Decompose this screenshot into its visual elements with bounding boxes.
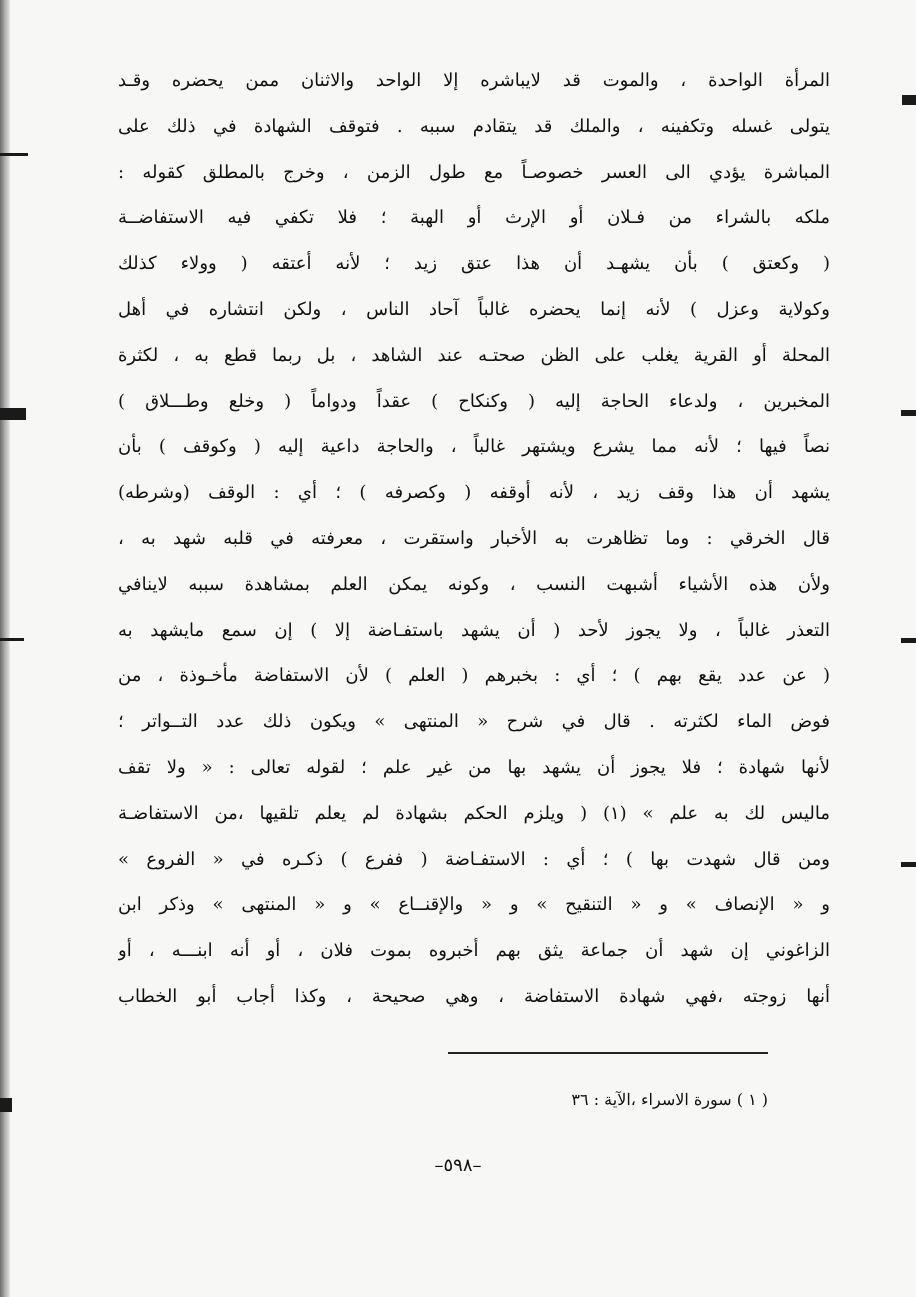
text-line: يشهد أن هذا وقف زيد ، لأنه أوقفه ( وكصرفه ) ؛ أي : الوقف (وشرطه)	[118, 482, 830, 504]
text-line: المخبرين ، ولدعاء الحاجة إليه ( وكنكاح ) عقداً ودواماً ( وخلع وطـــلاق )	[118, 390, 830, 412]
footnote: ( ١ ) سورة الاسراء ،الآية : ٣٦	[571, 1090, 768, 1109]
text-line: ملكه بالشراء من فـلان أو الإرث أو الهبة ؛ فلا تكفي فيه الاستفاضــة	[118, 207, 830, 229]
text-line: ومن قال شهدت بها ) ؛ أي : الاستفـاضة ( ففرع ) ذكـره في « الفروع »	[118, 848, 830, 870]
text-line: التعذر غالباً ، ولا يجوز لأحد ( أن يشهد باستفـاضة إلا ) إن سمع مايشهد به	[118, 619, 830, 641]
scan-mark	[902, 95, 916, 105]
text-line: ( وكعتق ) بأن يشهـد أن هذا عتق زيد ؛ لأنه أعتقه ( وولاء كذلك	[118, 253, 830, 275]
text-line: ماليس لك به علم » (١) ( ويلزم الحكم بشهادة لم يعلم تلقيها ،من الاستفاضـة	[118, 802, 830, 824]
scan-mark	[901, 862, 916, 867]
text-line: أنها زوجته ،فهي شهادة الاستفاضة ، وهي صحيحة ، وكذا أجاب أبو الخطاب	[118, 985, 830, 1007]
text-line: المباشرة يؤدي الى العسر خصوصـاً مع طول الزمن ، وخرج بالمطلق كقوله :	[118, 161, 830, 183]
text-line: وكولاية وعزل ) لأنه إنما يحضره غالباً آحاد الناس ، ولكن انتشاره في أهل	[118, 298, 830, 320]
text-line: المحلة أو القرية يغلب على الظن صحتـه عند الشاهد ، بل ربما قطع به ، لكثرة	[118, 344, 830, 366]
scan-mark	[901, 410, 916, 416]
scan-mark	[0, 153, 28, 156]
text-line: و « الإنصاف » و « التنقيح » و « والإقنــاع » و « المنتهى » وذكر ابن	[118, 894, 830, 916]
scan-mark	[0, 638, 24, 641]
text-line: لأنها شهادة ؛ فلا يجوز أن يشهد بها من غير علم ؛ لقوله تعالى : « ولا تقف	[118, 756, 830, 778]
text-line: ( عن عدد يقع بهم ) ؛ أي : بخبرهم ( العلم ) لأن الاستفاضة مأخـوذة ، من	[118, 665, 830, 687]
text-line: المرأة الواحدة ، والموت قد لايباشره إلا الواحد والاثنان ممن يحضره وقـد	[118, 70, 830, 91]
page-number: –٥٩٨–	[434, 1155, 482, 1176]
scan-mark	[0, 408, 26, 420]
scan-mark	[0, 1098, 12, 1112]
scan-mark	[901, 638, 916, 643]
text-line: ولأن هذه الأشياء أشبهت النسب ، وكونه يمكن العلم بمشاهدة سببه لاينافي	[118, 573, 830, 595]
text-line: نصاً فيها ؛ لأنه مما يشرع ويشتهر غالباً ، والحاجة داعية إليه ( وكوقف ) بأن	[118, 436, 830, 458]
body-text	[118, 58, 830, 1038]
footnote-divider	[448, 1052, 768, 1054]
text-line: يتولى غسله وتكفينه ، والملك قد يتقادم سببه . فتوقف الشهادة في ذلك على	[118, 115, 830, 137]
text-line: قال الخرقي : وما تظاهرت به الأخبار واستقرت ، معرفته في قلبه شهد به ،	[118, 527, 830, 549]
text-line: الزاغوني إن شهد أن جماعة يثق بهم أخبروه بموت فلان ، أو أنه ابنـــه ، أو	[118, 940, 830, 962]
text-line: فوض الماء لكثرته . قال في شرح « المنتهى » ويكون ذلك عدد التــواتر ؛	[118, 711, 830, 733]
